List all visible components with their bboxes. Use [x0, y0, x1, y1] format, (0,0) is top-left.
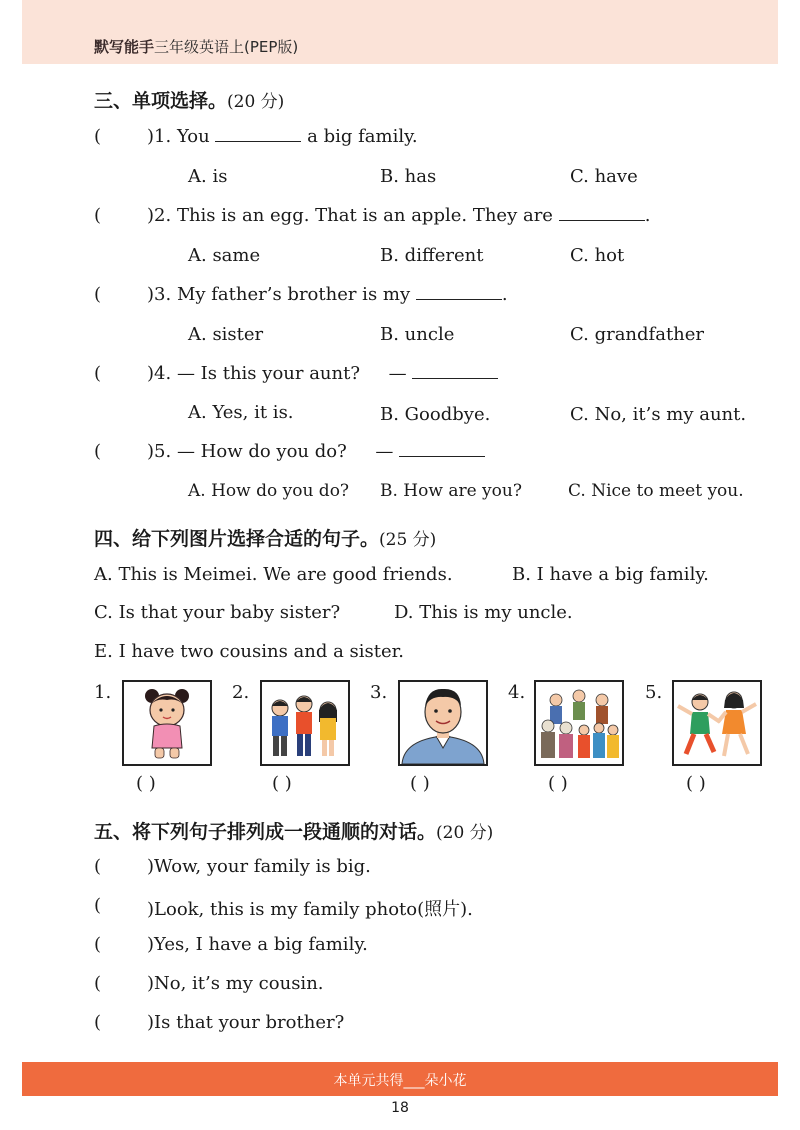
answer-paren[interactable]: (	[94, 1012, 102, 1033]
picture-number: 3.	[370, 682, 388, 703]
two-friends-dancing-icon	[674, 682, 760, 764]
option-a: A. How do you do?	[188, 481, 350, 501]
picture-number: 1.	[94, 682, 112, 703]
book-title	[94, 36, 298, 57]
answer-paren[interactable]: (	[94, 895, 102, 916]
answer-blank[interactable]	[399, 441, 485, 457]
footer-band	[22, 1062, 778, 1096]
sentence-d: D. This is my uncle.	[394, 602, 573, 623]
option-b: B. different	[380, 245, 484, 266]
answer-paren[interactable]: ( )	[686, 773, 706, 794]
sentence-b: B. I have a big family.	[512, 564, 709, 585]
section3-heading	[94, 86, 284, 113]
book-brand: 默写能手	[94, 38, 155, 56]
question-2: )2. This is an egg. That is an apple. They are .	[147, 205, 651, 226]
section4-title: 四、给下列图片选择合适的句子。	[94, 528, 380, 550]
answer-paren[interactable]: (	[94, 205, 102, 226]
dialogue-line: )Look, this is my family photo(照片).	[147, 899, 473, 920]
answer-blank[interactable]	[215, 126, 301, 142]
dialogue-line: )Yes, I have a big family.	[147, 934, 368, 955]
man-portrait-icon	[400, 682, 486, 764]
baby-girl-icon	[124, 682, 210, 764]
answer-paren[interactable]: ( )	[272, 773, 292, 794]
picture-number: 2.	[232, 682, 250, 703]
option-c: C. Nice to meet you.	[568, 481, 744, 501]
big-family-icon	[536, 682, 622, 764]
option-a: A. same	[188, 245, 261, 266]
option-c: C. hot	[570, 245, 625, 266]
picture-frame-3	[398, 680, 488, 766]
answer-paren[interactable]: (	[94, 126, 102, 147]
option-b: B. uncle	[380, 324, 455, 345]
answer-blank[interactable]	[559, 205, 645, 221]
page-number: 18	[391, 1100, 409, 1116]
dialogue-line: )Wow, your family is big.	[147, 856, 371, 877]
section4-heading	[94, 524, 436, 551]
option-b: B. How are you?	[380, 481, 522, 501]
section5-heading	[94, 817, 493, 844]
answer-paren[interactable]: (	[94, 934, 102, 955]
three-children-icon	[262, 682, 348, 764]
answer-paren[interactable]: ( )	[548, 773, 568, 794]
picture-number: 4.	[508, 682, 526, 703]
section5-title: 五、将下列句子排列成一段通顺的对话。	[94, 821, 437, 843]
sentence-c: C. Is that your baby sister?	[94, 602, 341, 623]
answer-blank[interactable]	[412, 363, 498, 379]
option-a: A. Yes, it is.	[188, 402, 294, 423]
section3-score: (20 分)	[227, 92, 285, 112]
answer-blank[interactable]	[416, 284, 502, 300]
option-b: B. has	[380, 166, 437, 187]
picture-frame-5	[672, 680, 762, 766]
question-5: )5. — How do you do? —	[147, 441, 485, 462]
question-1: )1. You a big family.	[147, 126, 418, 147]
answer-paren[interactable]: (	[94, 363, 102, 384]
section5-score: (20 分)	[436, 823, 494, 843]
question-3: )3. My father’s brother is my .	[147, 284, 508, 305]
dialogue-line: )No, it’s my cousin.	[147, 973, 324, 994]
picture-frame-1	[122, 680, 212, 766]
option-a: A. sister	[188, 324, 264, 345]
picture-number: 5.	[645, 682, 663, 703]
book-subtitle: 三年级英语上(PEP版)	[154, 38, 299, 56]
option-b: B. Goodbye.	[380, 404, 491, 425]
picture-frame-2	[260, 680, 350, 766]
section3-title: 三、单项选择。	[94, 90, 228, 112]
sentence-e: E. I have two cousins and a sister.	[94, 641, 405, 662]
picture-frame-4	[534, 680, 624, 766]
answer-paren[interactable]: ( )	[410, 773, 430, 794]
answer-paren[interactable]: ( )	[136, 773, 156, 794]
answer-paren[interactable]: (	[94, 973, 102, 994]
sentence-a: A. This is Meimei. We are good friends.	[94, 564, 453, 585]
option-c: C. have	[570, 166, 638, 187]
question-4: )4. — Is this your aunt? —	[147, 363, 498, 384]
option-c: C. No, it’s my aunt.	[570, 404, 747, 425]
answer-paren[interactable]: (	[94, 284, 102, 305]
dialogue-line: )Is that your brother?	[147, 1012, 345, 1033]
option-a: A. is	[188, 166, 228, 187]
answer-paren[interactable]: (	[94, 441, 102, 462]
flower-tally: 本单元共得___朵小花	[333, 1073, 467, 1089]
option-c: C. grandfather	[570, 324, 705, 345]
section4-score: (25 分)	[379, 530, 437, 550]
answer-paren[interactable]: (	[94, 856, 102, 877]
